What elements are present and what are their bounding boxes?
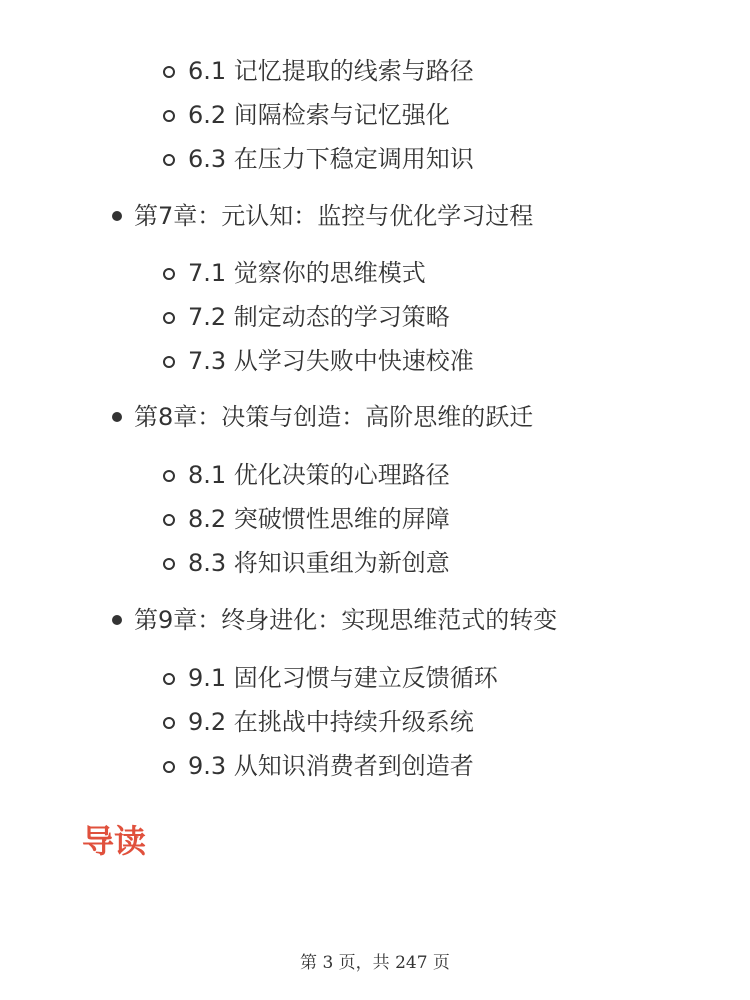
hollow-bullet-icon [163, 110, 175, 122]
toc-section-label: 7.1 觉察你的思维模式 [188, 259, 426, 287]
toc-section-item[interactable] [0, 453, 750, 497]
toc-chapter-title: 第9章：终身进化：实现思维范式的转变 [134, 606, 558, 634]
toc-section-label: 8.2 突破惯性思维的屏障 [188, 505, 450, 533]
hollow-bullet-icon [163, 356, 175, 368]
toc-section-item[interactable] [0, 541, 750, 585]
filled-bullet-icon [112, 211, 122, 221]
toc-section-item[interactable] [0, 744, 750, 788]
toc-chapter-title: 第8章：决策与创造：高阶思维的跃迁 [134, 403, 534, 431]
toc-chapter-item[interactable] [0, 198, 750, 234]
hollow-bullet-icon [163, 312, 175, 324]
hollow-bullet-icon [163, 717, 175, 729]
toc-section-item[interactable] [0, 137, 750, 181]
toc-chapter [0, 602, 750, 788]
toc-chapter [0, 399, 750, 585]
toc-section-label: 9.1 固化习惯与建立反馈循环 [188, 664, 498, 692]
filled-bullet-icon [112, 615, 122, 625]
toc-section-item[interactable] [0, 656, 750, 700]
section-heading: 导读 [82, 822, 147, 860]
toc-section-label: 9.2 在挑战中持续升级系统 [188, 708, 474, 736]
hollow-bullet-icon [163, 514, 175, 526]
toc-section-item[interactable] [0, 251, 750, 295]
hollow-bullet-icon [163, 66, 175, 78]
toc-section-label: 8.1 优化决策的心理路径 [188, 461, 450, 489]
toc-section-item[interactable] [0, 93, 750, 137]
toc-chapter-title: 第7章：元认知：监控与优化学习过程 [134, 202, 534, 230]
toc-section-item[interactable] [0, 497, 750, 541]
hollow-bullet-icon [163, 673, 175, 685]
hollow-bullet-icon [163, 154, 175, 166]
hollow-bullet-icon [163, 761, 175, 773]
toc-section-label: 7.2 制定动态的学习策略 [188, 303, 450, 331]
toc-section-label: 6.3 在压力下稳定调用知识 [188, 145, 474, 173]
toc-chapter [0, 198, 750, 383]
toc-section-item[interactable] [0, 700, 750, 744]
toc-chapter-item[interactable] [0, 602, 750, 638]
toc-section-label: 9.3 从知识消费者到创造者 [188, 752, 474, 780]
toc-section-item[interactable] [0, 295, 750, 339]
filled-bullet-icon [112, 412, 122, 422]
hollow-bullet-icon [163, 268, 175, 280]
toc-section-label: 6.1 记忆提取的线索与路径 [188, 57, 474, 85]
toc-chapter-item[interactable] [0, 399, 750, 435]
hollow-bullet-icon [163, 558, 175, 570]
hollow-bullet-icon [163, 470, 175, 482]
toc-section-label: 8.3 将知识重组为新创意 [188, 549, 450, 577]
toc-section-item[interactable] [0, 339, 750, 383]
toc-section-label: 6.2 间隔检索与记忆强化 [188, 101, 450, 129]
toc-section-item[interactable] [0, 49, 750, 93]
toc-section-label: 7.3 从学习失败中快速校准 [188, 347, 474, 375]
page-footer: 第 3 页，共 247 页 [300, 953, 450, 973]
